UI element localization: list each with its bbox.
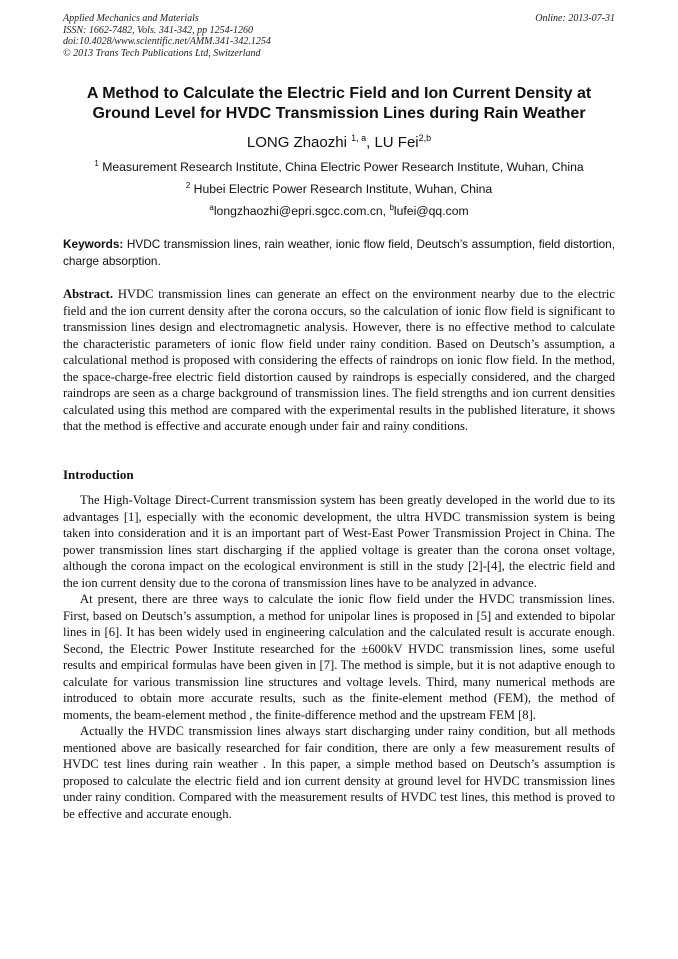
affiliation-1 bbox=[60, 156, 618, 175]
author-1-affiliation-mark: 1, a bbox=[351, 133, 367, 143]
abstract-label: Abstract. bbox=[63, 287, 114, 301]
author-separator: , bbox=[366, 134, 375, 151]
keywords-block bbox=[63, 236, 615, 269]
keywords-label: Keywords: bbox=[63, 237, 124, 251]
introduction-paragraph-1: The High-Voltage Direct-Current transmission system has been greatly developed in the world due to its advantages [1], especially with the economic development, the ultra HVDC transmission system is being taken into consideration and it is an important part of West-East Power Transmission Project in China. The power transmission lines start discharging if the applied voltage is greater than the corona onset voltage, although the corona impact on the ecological environment is still in the study [2]-[4], the electric field and the ion current density due to the corona of transmission lines have to be analyzed in advance. bbox=[63, 493, 615, 590]
paper-title bbox=[60, 84, 618, 124]
affiliation-2-text: Hubei Electric Power Research Institute, Wuhan, China bbox=[190, 182, 493, 196]
author-2-affiliation-mark: 2,b bbox=[418, 133, 432, 143]
affiliation-2-mark: 2 bbox=[185, 181, 191, 190]
abstract-block bbox=[63, 286, 615, 435]
affiliation-2 bbox=[60, 178, 618, 197]
affiliation-1-mark: 1 bbox=[94, 159, 99, 168]
introduction-paragraph-3: Actually the HVDC transmission lines always start discharging under rainy condition, but all methods mentioned above are basically researched for fair condition, there are only a few measurement results of HVDC test lines during rain weather . In this paper, a simple method based on Deutsch’s assumption is proposed to calculate the electric field and ion current density at ground level for HVDC transmission lines under rainy condition. Compared with the measurement results of HVDC test lines, this method is proved to be effective and accurate enough. bbox=[63, 724, 615, 821]
email-a: longzhaozhi@epri.sgcc.com.cn, bbox=[213, 204, 390, 218]
author-list bbox=[60, 129, 618, 152]
email-b: lufei@qq.com bbox=[393, 204, 469, 218]
email-b-mark: b bbox=[389, 203, 394, 212]
online-date: Online: 2013-07-31 bbox=[535, 13, 615, 24]
journal-name: Applied Mechanics and Materials bbox=[63, 13, 199, 24]
affiliation-1-text: Measurement Research Institute, China Electric Power Research Institute, Wuhan, China bbox=[98, 160, 584, 174]
author-1: LONG Zhaozhi bbox=[246, 134, 352, 151]
introduction-body bbox=[63, 492, 615, 822]
issn-line: ISSN: 1662-7482, Vols. 341-342, pp 1254-1260 bbox=[63, 24, 253, 36]
introduction-heading: Introduction bbox=[63, 467, 134, 482]
author-2: LU Fei bbox=[374, 134, 419, 151]
title-line-2: Ground Level for HVDC Transmission Lines during Rain Weather bbox=[92, 105, 586, 122]
keywords-text: HVDC transmission lines, rain weather, ionic flow field, Deutsch’s assumption, field distortion, charge absorption. bbox=[63, 237, 615, 268]
abstract-text: HVDC transmission lines can generate an effect on the environment nearby due to the electric field and the ion current density after the corona occurs, so the calculation of ionic flow field is significant to transmission lines design and electromagnetic analysis. However, there is no effective method to calculate the characteristic parameters of ionic flow field under rainy condition. Based on Deutsch’s assumption, a calculational method is proposed with considering the effects of raindrops on ionic flow field. In the method, the space-charge-free electric field distortion caused by raindrops is especially considered, and the charged raindrops are seen as a charge background of transmission lines. The field strengths and ion current densities calculated using this method are compared with the experimental results in the published literature, it shows that the method is effective and accurate enough under fair and rainy conditions. bbox=[63, 287, 615, 433]
introduction-paragraph-2: At present, there are three ways to calculate the ionic flow field under the HVDC transmission lines. First, based on Deutsch’s assumption, a method for unipolar lines is proposed in [5] and extended to bipolar lines in [6]. It has been widely used in engineering calculation and the calculated result is accurate enough. Second, the Electric Power Institute researched for the ±600kV HVDC transmission lines, some useful results and empirical formulas have been given in [7]. The method is simple, but it is not adaptive enough to calculate for various transmission line structures and voltage levels. Third, many numerical methods are introduced to obtain more accurate results, such as the finite-element method (FEM), the method of moments, the beam-element method , the finite-difference method and the upstream FEM [8]. bbox=[63, 592, 615, 722]
author-emails bbox=[60, 200, 618, 219]
title-line-1: A Method to Calculate the Electric Field and Ion Current Density at bbox=[86, 85, 592, 102]
email-a-mark: a bbox=[209, 203, 214, 212]
copyright-line: © 2013 Trans Tech Publications Ltd, Switzerland bbox=[63, 47, 261, 59]
journal-header bbox=[63, 13, 615, 59]
doi-line: doi:10.4028/www.scientific.net/AMM.341-342.1254 bbox=[63, 36, 271, 47]
